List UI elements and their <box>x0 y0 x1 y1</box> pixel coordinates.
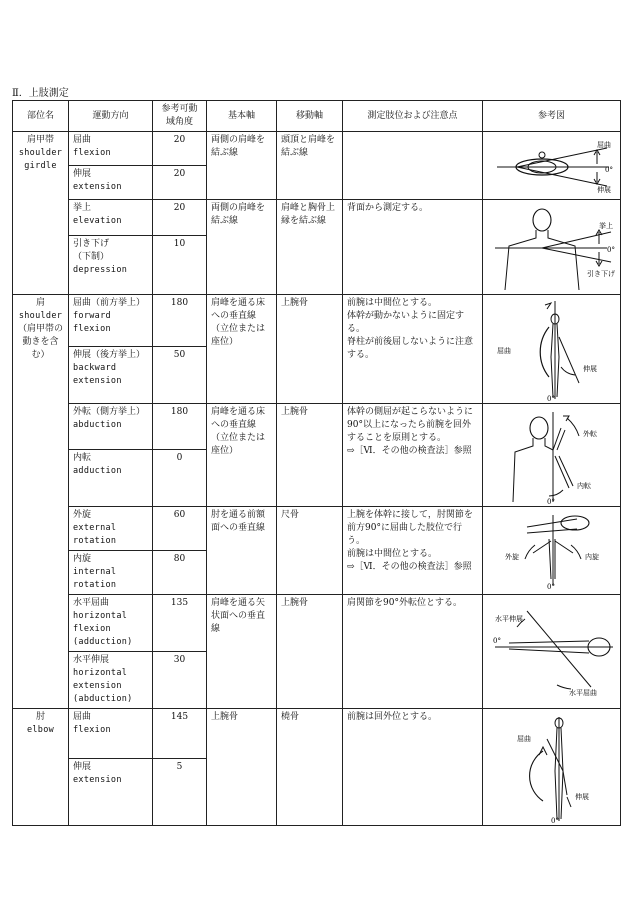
fig-label: 内転 <box>577 482 591 490</box>
note-cell: 肩関節を90°外転位とする。 <box>343 595 483 709</box>
fig-label: 水平屈曲 <box>569 689 597 697</box>
fig-label: 挙上 <box>599 222 613 230</box>
fig-label: 引き下げ <box>587 270 615 278</box>
motion-jp: 引き下げ （下制） <box>73 239 110 263</box>
motion-cell <box>69 132 153 166</box>
part-cell-shoulder <box>13 295 69 709</box>
deg-cell: 60 <box>153 507 207 551</box>
table-row <box>13 132 621 166</box>
base-axis-cell: 肘を通る前額面への垂直線 <box>207 507 277 595</box>
motion-cell <box>69 759 153 826</box>
motion-en: internal rotation <box>73 567 117 590</box>
fig-label: 0° <box>605 166 613 174</box>
motion-jp: 伸展 <box>73 169 92 179</box>
girdle-elevation-illustration <box>487 202 621 292</box>
header-moving-axis: 移動軸 <box>277 101 343 132</box>
shoulder-abduction-illustration <box>487 406 621 504</box>
motion-en: flexion <box>73 725 111 735</box>
figure-girdle-flexion <box>483 132 621 200</box>
motion-en: abduction <box>73 420 122 430</box>
moving-axis-cell: 上腕骨 <box>277 595 343 709</box>
motion-cell <box>69 236 153 295</box>
base-axis-cell: 肩峰を通る矢状面への垂直線 <box>207 595 277 709</box>
elbow-illustration <box>487 711 621 823</box>
motion-jp: 水平伸展 <box>73 655 110 665</box>
part-note: （肩甲帯の動きを含む） <box>17 324 63 360</box>
header-base-axis: 基本軸 <box>207 101 277 132</box>
motion-cell <box>69 652 153 709</box>
base-axis-cell: 両側の肩峰を結ぶ線 <box>207 200 277 295</box>
header-position: 測定肢位および注意点 <box>343 101 483 132</box>
motion-en: extension <box>73 182 122 192</box>
rom-table <box>12 100 621 826</box>
moving-axis-cell: 頭頂と肩峰を結ぶ線 <box>277 132 343 200</box>
table-row <box>13 404 621 450</box>
motion-cell <box>69 709 153 759</box>
motion-cell <box>69 507 153 551</box>
motion-en: forward flexion <box>73 311 111 334</box>
note-cell: 体幹の側屈が起こらないように90°以上になったら前腕を回外することを原則とする。 ⇨［Ⅵ．その他の検査法］参照 <box>343 404 483 507</box>
motion-cell <box>69 551 153 595</box>
moving-axis-cell: 肩峰と胸骨上縁を結ぶ線 <box>277 200 343 295</box>
deg-cell: 10 <box>153 236 207 295</box>
part-en: elbow <box>26 725 55 735</box>
header-motion: 運動方向 <box>69 101 153 132</box>
header-rom: 参考可動 域角度 <box>153 101 207 132</box>
figure-shoulder-abduction <box>483 404 621 507</box>
shoulder-horizontal-illustration <box>487 597 621 697</box>
figure-shoulder-horizontal <box>483 595 621 709</box>
fig-label: 0° <box>547 583 555 589</box>
fig-label: 屈曲 <box>517 735 531 743</box>
deg-cell: 20 <box>153 200 207 236</box>
deg-cell: 80 <box>153 551 207 595</box>
note-cell: 前腕は中間位とする。 体幹が動かないように固定する。 脊柱が前後屈しないように注意する。 <box>343 295 483 404</box>
motion-jp: 外転（側方挙上） <box>73 407 146 417</box>
motion-jp: 水平屈曲 <box>73 598 110 608</box>
fig-label: 屈曲 <box>597 141 611 149</box>
motion-cell <box>69 595 153 652</box>
figure-shoulder-rotation <box>483 507 621 595</box>
part-cell-elbow <box>13 709 69 826</box>
motion-cell <box>69 166 153 200</box>
table-row <box>13 709 621 759</box>
motion-jp: 伸展 <box>73 762 92 773</box>
fig-label: 0° <box>607 246 615 254</box>
motion-en: extension <box>73 775 122 786</box>
note-cell: 前腕は回外位とする。 <box>343 709 483 826</box>
figure-shoulder-flexion <box>483 295 621 404</box>
motion-jp: 内旋 <box>73 554 92 564</box>
deg-cell: 50 <box>153 347 207 404</box>
table-row <box>13 200 621 236</box>
motion-en: external rotation <box>73 523 117 546</box>
header-figure: 参考図 <box>483 101 621 132</box>
motion-en: horizontal extension (abduction) <box>73 668 133 704</box>
table-row <box>13 507 621 551</box>
motion-jp: 屈曲（前方挙上） <box>73 298 146 308</box>
deg-cell: 180 <box>153 404 207 450</box>
motion-jp: 外旋 <box>73 510 92 520</box>
deg-cell: 180 <box>153 295 207 347</box>
motion-en: adduction <box>73 466 122 477</box>
fig-label: 外旋 <box>505 553 519 561</box>
motion-cell <box>69 347 153 404</box>
moving-axis-cell: 上腕骨 <box>277 295 343 404</box>
fig-label: 屈曲 <box>497 347 511 355</box>
note-cell: 上腕を体幹に接して，肘関節を前方90°に屈曲した肢位で行う。 前腕は中間位とする。 ⇨［Ⅵ．その他の検査法］参照 <box>343 507 483 595</box>
motion-en: backward extension <box>73 363 122 387</box>
figure-girdle-elevation <box>483 200 621 295</box>
note-cell: 背面から測定する。 <box>343 200 483 295</box>
part-jp: 肩甲帯 <box>26 135 54 145</box>
fig-label: 伸展 <box>575 793 589 801</box>
moving-axis-cell: 尺骨 <box>277 507 343 595</box>
fig-label: 伸展 <box>597 186 611 194</box>
section-title: Ⅱ．上肢測定 <box>12 88 69 99</box>
fig-label: 内旋 <box>585 553 599 561</box>
motion-cell <box>69 450 153 507</box>
motion-cell <box>69 200 153 236</box>
motion-jp: 屈曲 <box>73 712 92 722</box>
motion-jp: 挙上 <box>73 203 92 213</box>
motion-en: depression <box>73 265 128 276</box>
motion-en: elevation <box>73 216 122 226</box>
part-en: shoulder <box>18 311 63 321</box>
moving-axis-cell: 橈骨 <box>277 709 343 826</box>
fig-label: 伸展 <box>583 365 597 373</box>
deg-cell: 20 <box>153 132 207 166</box>
deg-cell: 145 <box>153 709 207 759</box>
motion-jp: 伸展（後方挙上） <box>73 350 146 361</box>
note-cell <box>343 132 483 200</box>
header-row <box>13 101 621 132</box>
part-jp: 肩 <box>35 298 45 308</box>
motion-cell <box>69 404 153 450</box>
deg-cell: 5 <box>153 759 207 826</box>
moving-axis-cell: 上腕骨 <box>277 404 343 507</box>
figure-elbow <box>483 709 621 826</box>
motion-cell <box>69 295 153 347</box>
part-jp: 肘 <box>35 712 45 722</box>
fig-label: 水平伸展 <box>495 615 523 623</box>
base-axis-cell: 肩峰を通る床への垂直線（立位または座位） <box>207 404 277 507</box>
fig-label: 0° <box>493 637 501 645</box>
shoulder-rotation-illustration <box>487 509 621 589</box>
table-row <box>13 595 621 652</box>
fig-label: 0° <box>547 395 555 401</box>
girdle-flexion-illustration <box>487 134 621 194</box>
base-axis-cell: 肩峰を通る床への垂直線（立位または座位） <box>207 295 277 404</box>
fig-label: 外転 <box>583 430 597 438</box>
base-axis-cell: 上腕骨 <box>207 709 277 826</box>
fig-label: 0° <box>547 498 555 504</box>
deg-cell: 0 <box>153 450 207 507</box>
deg-cell: 135 <box>153 595 207 652</box>
table-row <box>13 295 621 347</box>
motion-en: flexion <box>73 148 111 158</box>
shoulder-flexion-illustration <box>487 297 621 401</box>
deg-cell: 20 <box>153 166 207 200</box>
header-part: 部位名 <box>13 101 69 132</box>
motion-jp: 屈曲 <box>73 135 92 145</box>
part-cell-shoulder-girdle <box>13 132 69 295</box>
part-en: shoulder girdle <box>18 148 63 171</box>
deg-cell: 30 <box>153 652 207 709</box>
motion-jp: 内転 <box>73 453 92 464</box>
fig-label: 0° <box>551 817 559 823</box>
base-axis-cell: 両側の肩峰を結ぶ線 <box>207 132 277 200</box>
motion-en: horizontal flexion (adduction) <box>73 611 133 647</box>
